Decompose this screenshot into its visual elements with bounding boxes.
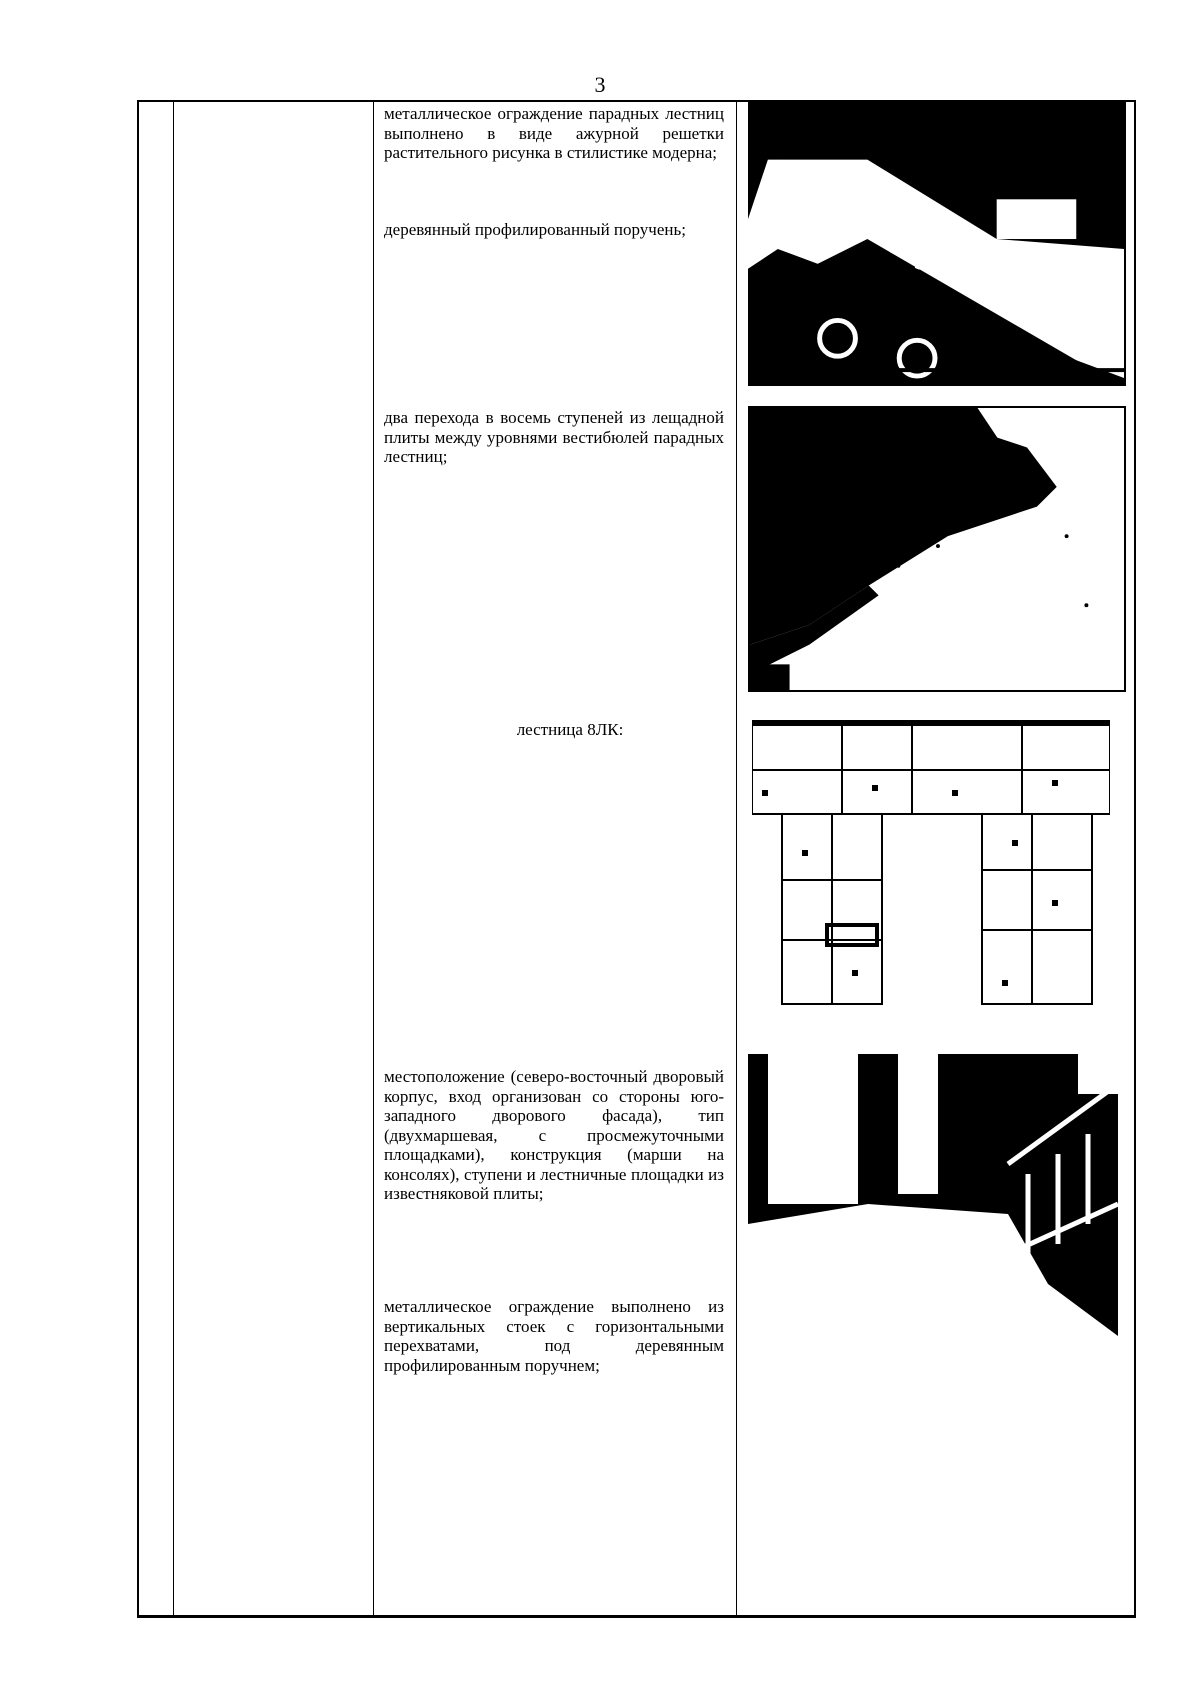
floor-plan-image [752,720,1110,1010]
staircase-photo [748,1054,1118,1336]
text-stair-transitions: два перехода в восемь ступеней из лещадной плиты между уровнями вестибюлей парадных лестниц; [384,408,724,466]
steps-photo [748,406,1126,692]
table-bottom-border [137,1616,1136,1618]
column-divider [373,100,374,1617]
text-metal-railing: металлическое ограждение выполнено из вертикальных стоек с горизонтальными перехватами, под деревянным профилированным поручнем; [384,1297,724,1375]
column-divider [736,100,737,1617]
text-railing-modern: металлическое ограждение парадных лестниц выполнено в виде ажурной решетки растительного рисунка в стилистике модерна; [384,104,724,162]
column-divider [173,100,174,1617]
page-number: 3 [594,72,606,97]
text-staircase-8lk: лестница 8ЛК: [516,720,624,739]
railing-photo [748,100,1126,386]
text-handrail: деревянный профилированный поручень; [384,220,686,239]
text-location: местоположение (северо-восточный дворовый корпус, вход организован со стороны юго-западного дворового фасада), тип (двухмаршевая, с просмежуточными площадками), конструкция (марши на консолях), ступени и лестничные площадки из известняковой плиты; [384,1067,724,1203]
